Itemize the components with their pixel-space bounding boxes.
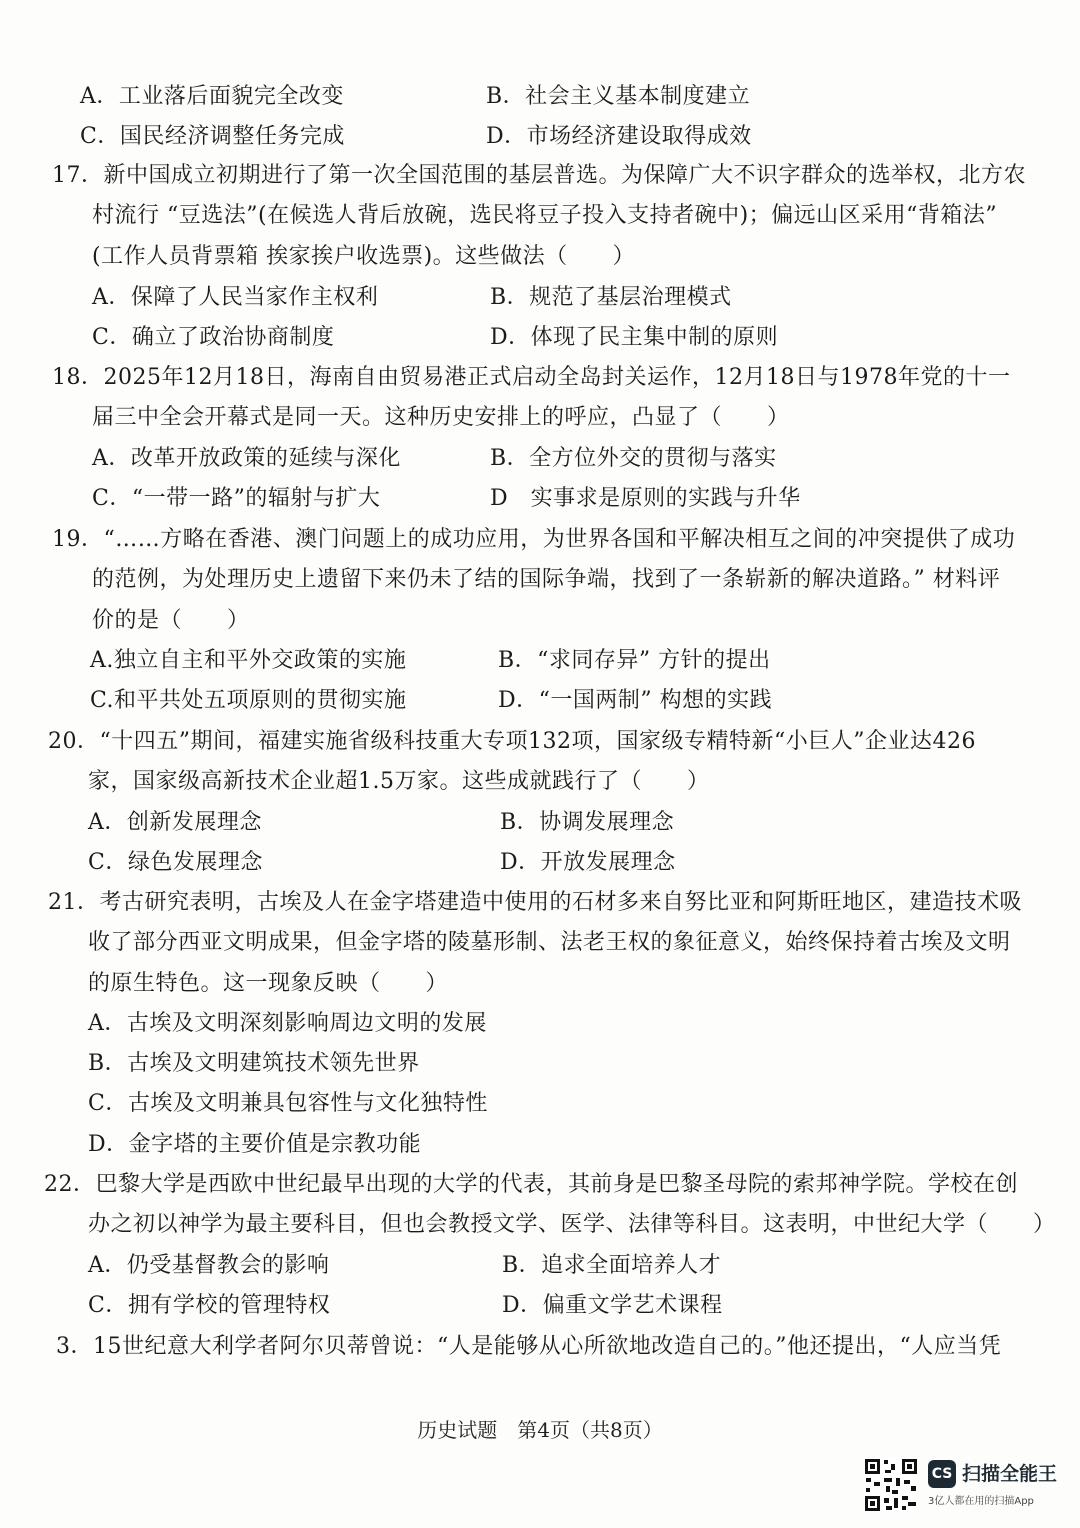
text-line: 的范例，为处理历史上遗留下来仍未了结的国际争端，找到了一条崭新的解决道路。” 材料评 [92, 567, 1001, 592]
text-line: 村流行 “豆选法”(在候选人背后放碗，选民将豆子投入支持者碗中)；偏远山区采用“背箱法” [92, 203, 998, 228]
text-line: 3．15世纪意大利学者阿尔贝蒂曾说：“人是能够从心所欲地改造自己的。”他还提出，“人应当凭 [56, 1334, 1002, 1359]
text-line: C．绿色发展理念 [88, 850, 263, 875]
text-line: A．保障了人民当家作主权利 [92, 285, 379, 310]
text-line: 的原生特色。这一现象反映（ ） [88, 971, 449, 996]
text-line: 届三中全会开幕式是同一天。这种历史安排上的呼应，凸显了（ ） [92, 405, 790, 430]
text-line: 20．“十四五”期间，福建实施省级科技重大专项132项，国家级专精特新“小巨人”企业达426 [48, 729, 976, 754]
qr-code-icon [864, 1458, 918, 1512]
text-line: B．全方位外交的贯彻与落实 [490, 446, 777, 471]
text-line: 家，国家级高新技术企业超1.5万家。这些成就践行了（ ） [88, 769, 710, 794]
text-line: 17．新中国成立初期进行了第一次全国范围的基层普选。为保障广大不识字群众的选举权，北方农 [52, 163, 1026, 188]
text-line: D 实事求是原则的实践与升华 [490, 486, 801, 511]
text-line: C．国民经济调整任务完成 [80, 124, 345, 149]
camscanner-logo: CS [928, 1460, 956, 1488]
text-line: C.和平共处五项原则的贯彻实施 [90, 688, 407, 713]
text-line: (工作人员背票箱 挨家挨户收选票)。这些做法（ ） [92, 244, 636, 269]
text-line: B．“求同存异” 方针的提出 [498, 648, 771, 673]
text-line: B．追求全面培养人才 [502, 1253, 722, 1278]
text-line: C．拥有学校的管理特权 [88, 1293, 331, 1318]
page-footer: 历史试题 第4页（共8页） [417, 1418, 663, 1442]
text-line: D．偏重文学艺术课程 [502, 1293, 723, 1318]
text-line: D．“一国两制” 构想的实践 [498, 688, 773, 713]
text-line: C．古埃及文明兼具包容性与文化独特性 [88, 1091, 488, 1116]
text-line: C．确立了政治协商制度 [92, 325, 335, 350]
text-line: A.独立自主和平外交政策的实施 [90, 648, 407, 673]
text-line: 21．考古研究表明，古埃及人在金字塔建造中使用的石材多来自努比亚和阿斯旺地区，建造技术吸 [48, 890, 1022, 915]
text-line: B．规范了基层治理模式 [490, 285, 732, 310]
app-tagline: 3亿人都在用的扫描App [928, 1496, 1034, 1507]
text-line: D．开放发展理念 [500, 850, 676, 875]
text-line: D．市场经济建设取得成效 [486, 124, 752, 149]
text-line: A．工业落后面貌完全改变 [80, 84, 344, 109]
text-line: A．仍受基督教会的影响 [88, 1253, 330, 1278]
text-line: D．体现了民主集中制的原则 [490, 325, 779, 350]
text-line: A．改革开放政策的延续与深化 [92, 446, 401, 471]
app-name: 扫描全能王 [962, 1463, 1058, 1485]
text-line: 价的是（ ） [92, 608, 250, 633]
text-line: 22．巴黎大学是西欧中世纪最早出现的大学的代表，其前身是巴黎圣母院的索邦神学院。学校在创 [44, 1172, 1018, 1197]
text-line: A．创新发展理念 [88, 810, 262, 835]
text-line: B．古埃及文明建筑技术领先世界 [88, 1051, 420, 1076]
text-line: B．社会主义基本制度建立 [486, 84, 751, 109]
text-line: B．协调发展理念 [500, 810, 675, 835]
text-line: C．“一带一路”的辐射与扩大 [92, 486, 381, 511]
text-line: 18．2025年12月18日，海南自由贸易港正式启动全岛封关运作，12月18日与1978年党的十一 [52, 365, 1011, 390]
text-line: 收了部分西亚文明成果，但金字塔的陵墓形制、法老王权的象征意义，始终保持着古埃及文明 [88, 930, 1011, 955]
text-line: 办之初以神学为最主要科目，但也会教授文学、医学、法律等科目。这表明，中世纪大学（ ） [88, 1212, 1056, 1237]
text-line: A．古埃及文明深刻影响周边文明的发展 [88, 1011, 487, 1036]
text-line: D．金字塔的主要价值是宗教功能 [88, 1132, 422, 1157]
text-line: 19．“……方略在香港、澳门问题上的成功应用，为世界各国和平解决相互之间的冲突提供了成功 [52, 527, 1016, 552]
